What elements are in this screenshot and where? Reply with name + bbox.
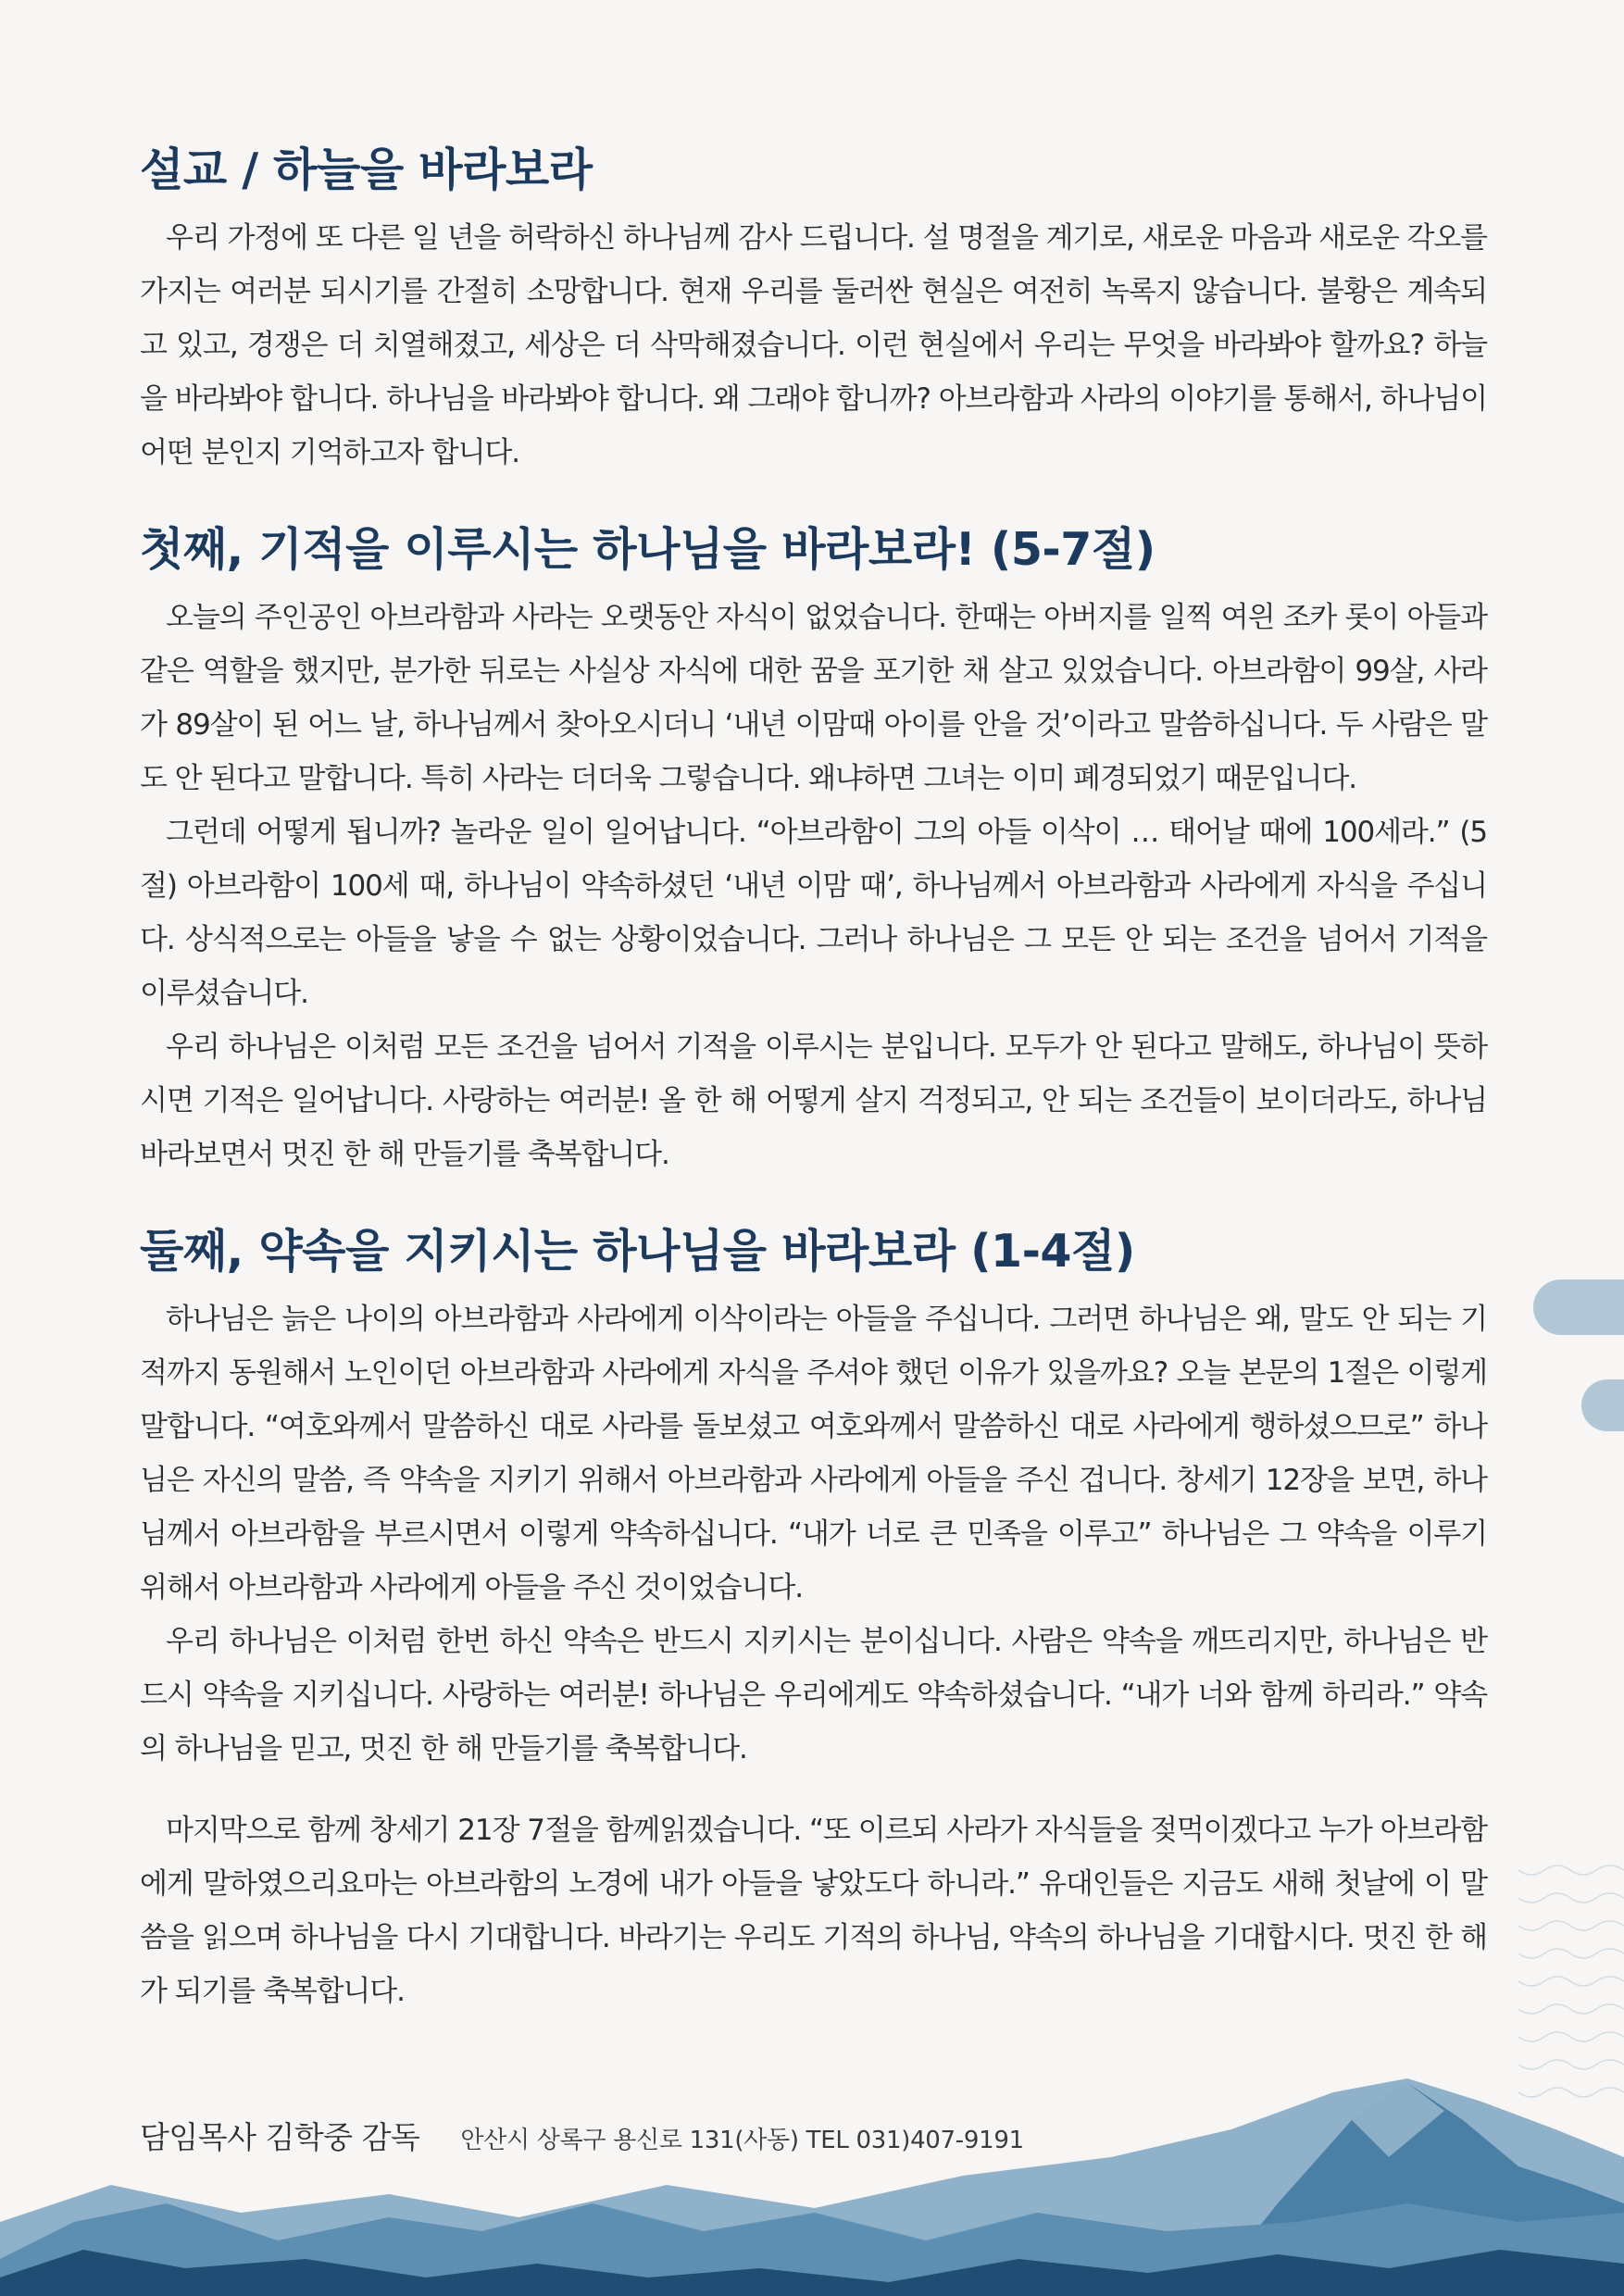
section1-paragraph-3: 우리 하나님은 이처럼 모든 조건을 넘어서 기적을 이루시는 분입니다. 모두가 안 된다고 말해도, 하나님이 뜻하시면 기적은 일어납니다. 사랑하는 여러분! 올 한 해 어떻게 살지 걱정되고, 안 되는 조건들이 보이더라도, 하나님 바라보면서 멋진 한 해 만들기를 축복합니다. [140, 1030, 1487, 1171]
section1-paragraph-2: 그런데 어떻게 됩니까? 놀라운 일이 일어납니다. “아브라함이 그의 아들 이삭이 … 태어날 때에 100세라.” (5절) 아브라함이 100세 때, 하나님이 약속하셨던 ‘내년 이맘 때’, 하나님께서 아브라함과 사라에게 자식을 주십니다. 상식적으로는 아들을 낳을 수 없는 상황이었습니다. 그러나 하나님은 그 모든 안 되는 조건을 넘어서 기적을 이루셨습니다. [140, 816, 1487, 1010]
footer [140, 2114, 1024, 2157]
wave-pattern-decoration [1518, 1866, 1624, 2097]
section2-heading: 둘째, 약속을 지키시는 하나님을 바라보라 (1-4절) [140, 1225, 1135, 1278]
section2-paragraph-1: 하나님은 늙은 나이의 아브라함과 사라에게 이삭이라는 아들을 주십니다. 그러면 하나님은 왜, 말도 안 되는 기적까지 동원해서 노인이던 아브라함과 사라에게 자식을 주셔야 했던 이유가 있을까요? 오늘 본문의 1절은 이렇게 말합니다. “여호와께서 말씀하신 대로 사라를 돌보셨고 여호와께서 말씀하신 대로 사라에게 행하셨으므로” 하나님은 자신의 말씀, 즉 약속을 지키기 위해서 아브라함과 사라에게 아들을 주신 겁니다. 창세기 12장을 보면, 하나님께서 아브라함을 부르시면서 이렇게 약속하십니다. “내가 너로 큰 민족을 이루고” 하나님은 그 약속을 이루기 위해서 아브라함과 사라에게 아들을 주신 것이었습니다. [140, 1303, 1487, 1604]
section1-paragraph-1: 오늘의 주인공인 아브라함과 사라는 오랫동안 자식이 없었습니다. 한때는 아버지를 일찍 여읜 조카 롯이 아들과 같은 역할을 했지만, 분가한 뒤로는 사실상 자식에 대한 꿈을 포기한 채 살고 있었습니다. 아브라함이 99살, 사라가 89살이 된 어느 날, 하나님께서 찾아오시더니 ‘내년 이맘때 아이를 안을 것’이라고 말씀하십니다. 두 사람은 말도 안 된다고 말합니다. 특히 사라는 더더욱 그렇습니다. 왜냐하면 그녀는 이미 폐경되었기 때문입니다. [140, 601, 1487, 795]
sermon-intro-paragraph: 우리 가정에 또 다른 일 년을 허락하신 하나님께 감사 드립니다. 설 명절을 계기로, 새로운 마음과 새로운 각오를 가지는 여러분 되시기를 간절히 소망합니다. 현재 우리를 둘러싼 현실은 여전히 녹록지 않습니다. 불황은 계속되고 있고, 경쟁은 더 치열해졌고, 세상은 더 삭막해졌습니다. 이런 현실에서 우리는 무엇을 바라봐야 할까요? 하늘을 바라봐야 합니다. 하나님을 바라봐야 합니다. 왜 그래야 합니까? 아브라함과 사라의 이야기를 통해서, 하나님이 어떤 분인지 기억하고자 합니다. [140, 221, 1487, 469]
sermon-title: 설교 / 하늘을 바라보라 [140, 144, 593, 196]
section2-paragraph-2: 우리 하나님은 이처럼 한번 하신 약속은 반드시 지키시는 분이십니다. 사람은 약속을 깨뜨리지만, 하나님은 반드시 약속을 지키십니다. 사랑하는 여러분! 하나님은 우리에게도 약속하셨습니다. “내가 너와 함께 하리라.” 약속의 하나님을 믿고, 멋진 한 해 만들기를 축복합니다. [140, 1625, 1487, 1766]
closing-paragraph: 마지막으로 함께 창세기 21장 7절을 함께읽겠습니다. “또 이르되 사라가 자식들을 젖먹이겠다고 누가 아브라함에게 말하였으리요마는 아브라함의 노경에 내가 아들을 낳았도다 하니라.” 유대인들은 지금도 새해 첫날에 이 말씀을 읽으며 하나님을 다시 기대합니다. 바라기는 우리도 기적의 하나님, 약속의 하나님을 기대합시다. 멋진 한 해가 되기를 축복합니다. [140, 1814, 1487, 2008]
section1-heading: 첫째, 기적을 이루시는 하나님을 바라보라! (5-7절) [140, 523, 1156, 576]
sermon-content [140, 141, 1487, 2018]
pastor-name: 담임목사 김학중 감독 [140, 2119, 420, 2155]
church-address: 안산시 상록구 용신로 131(사동) TEL 031)407-9191 [460, 2127, 1024, 2154]
